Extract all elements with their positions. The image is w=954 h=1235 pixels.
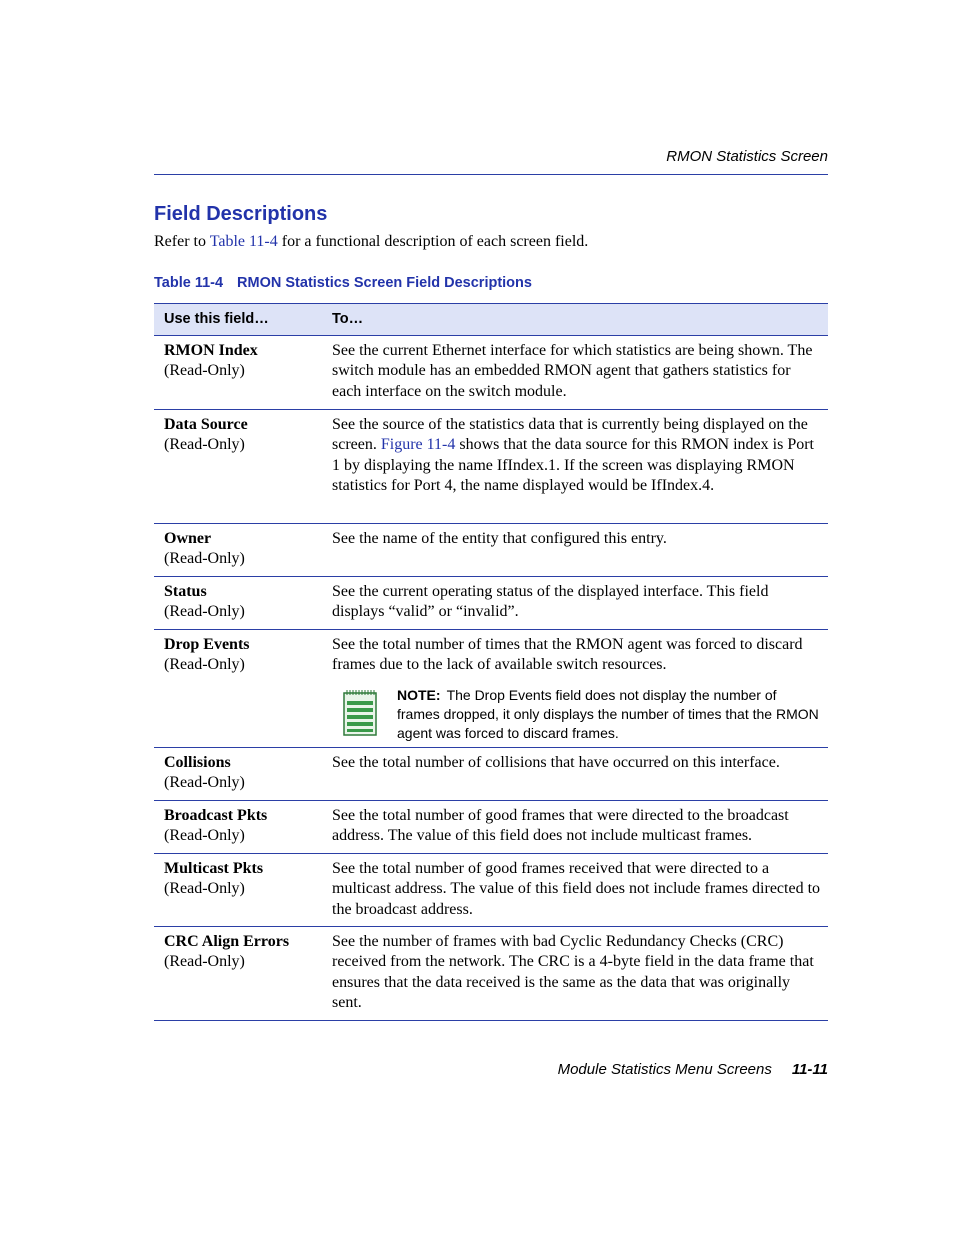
note-block (332, 686, 822, 748)
field-name: RMON Index (164, 342, 258, 359)
field-mode: (Read-Only) (164, 827, 245, 845)
column-header-to: To… (332, 311, 364, 327)
note-text (397, 686, 822, 743)
page-footer (558, 1061, 828, 1078)
field-mode: (Read-Only) (164, 880, 245, 898)
header-rule (154, 174, 828, 175)
field-name: Status (164, 583, 207, 600)
field-mode: (Read-Only) (164, 953, 245, 971)
table-caption (154, 275, 532, 291)
table-link[interactable]: Table 11-4 (209, 233, 278, 250)
field-name: Drop Events (164, 636, 250, 653)
desc-text-after: shows that the data source for this RMON index is Port 1 by displaying the name IfIndex.1. If the screen was displaying RMON statistics for Port 4, the name displayed would be IfIndex.4. (332, 436, 814, 494)
table-row (154, 410, 828, 524)
field-description (332, 415, 822, 496)
field-name: Multicast Pkts (164, 860, 264, 877)
intro-text-before: Refer to (154, 233, 210, 250)
field-name: Owner (164, 530, 212, 547)
note-body: The Drop Events field does not display the number of frames dropped, it only displays the number of times that the RMON agent was forced to discard frames. (397, 686, 819, 741)
table-row (154, 748, 828, 801)
field-mode: (Read-Only) (164, 603, 245, 621)
field-name: Data Source (164, 416, 248, 433)
field-mode: (Read-Only) (164, 362, 245, 380)
field-description: See the total number of good frames that were directed to the broadcast address. The value of this field does not include multicast frames. (332, 807, 789, 845)
column-header-field: Use this field… (164, 311, 269, 327)
notepad-icon (342, 689, 378, 737)
field-description-cell (332, 635, 822, 748)
footer-title: Module Statistics Menu Screens (557, 1061, 772, 1078)
field-description: See the current Ethernet interface for which statistics are being shown. The switch module has an embedded RMON agent that gathers statistics for each interface on the switch module. (332, 342, 813, 400)
desc-text-before: See the source of the statistics data that is currently being displayed on the screen. (332, 416, 808, 454)
field-description: See the number of frames with bad Cyclic Redundancy Checks (CRC) received from the network. The CRC is a 4-byte field in the data frame that ensures that the data received is the same as the data that was originally sent. (332, 933, 814, 1011)
intro-text-after: for a functional description of each screen field. (277, 233, 589, 250)
note-label: NOTE: (397, 686, 441, 703)
table-row (154, 630, 828, 748)
section-title: Field Descriptions (154, 203, 328, 225)
page-number: 11-11 (791, 1061, 828, 1078)
table-row (154, 524, 828, 577)
field-name: CRC Align Errors (164, 933, 290, 950)
table-row (154, 927, 828, 1021)
field-name: Broadcast Pkts (164, 807, 268, 824)
table-caption-title: RMON Statistics Screen Field Descriptions (237, 275, 532, 291)
field-description: See the current operating status of the displayed interface. This field displays “valid” or “invalid”. (332, 583, 769, 621)
field-mode: (Read-Only) (164, 656, 245, 674)
table-caption-number: Table 11-4 (154, 275, 224, 291)
field-description: See the total number of collisions that have occurred on this interface. (332, 754, 780, 771)
field-description: See the name of the entity that configured this entry. (332, 530, 667, 547)
field-name: Collisions (164, 754, 231, 771)
intro-paragraph (154, 233, 588, 251)
field-mode: (Read-Only) (164, 774, 245, 792)
table-header-row (154, 303, 828, 336)
table-row (154, 854, 828, 927)
figure-link[interactable]: Figure 11-4 (380, 436, 456, 454)
field-descriptions-table (154, 303, 828, 1021)
table-row (154, 801, 828, 854)
running-header: RMON Statistics Screen (666, 148, 828, 165)
field-description: See the total number of good frames received that were directed to a multicast address. The value of this field does not include frames directed to the broadcast address. (332, 860, 821, 918)
table-row (154, 577, 828, 630)
field-mode: (Read-Only) (164, 550, 245, 568)
field-description: See the total number of times that the RMON agent was forced to discard frames due to the lack of available switch resources. (332, 636, 803, 674)
table-row (154, 336, 828, 410)
field-mode: (Read-Only) (164, 436, 245, 454)
